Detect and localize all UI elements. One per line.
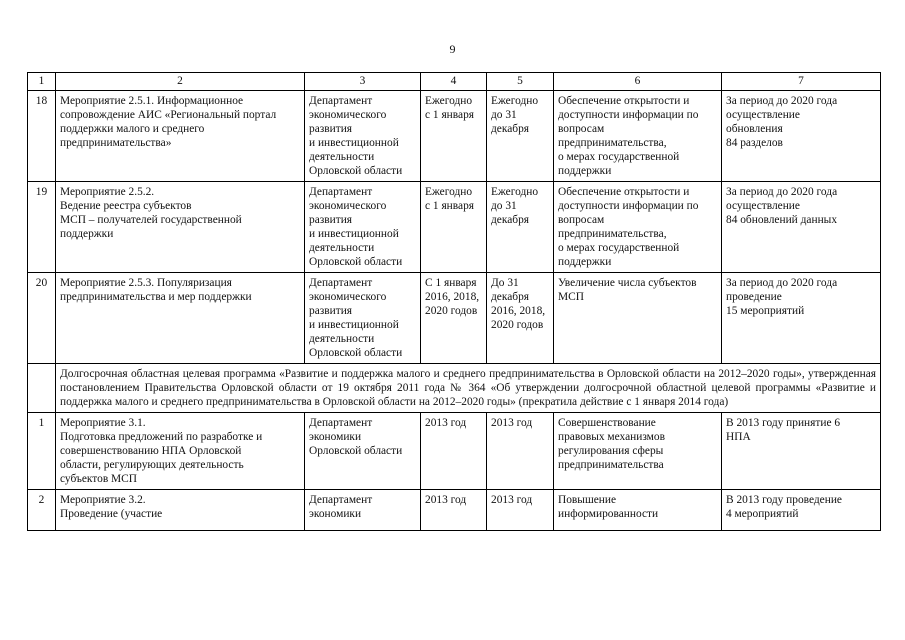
event-cell	[56, 182, 305, 273]
table-row	[28, 490, 881, 531]
event-cell	[56, 273, 305, 364]
result-line: МСП	[558, 291, 584, 303]
end-line: Ежегодно	[491, 186, 539, 198]
executor-line: и инвестиционной	[309, 319, 399, 331]
start-cell	[421, 273, 487, 364]
executor-line: развития	[309, 305, 353, 317]
result-line: поддержки	[558, 256, 612, 268]
result-line: о мерах государственной	[558, 242, 680, 254]
page-number: 9	[449, 42, 456, 56]
result-line: о мерах государственной	[558, 151, 680, 163]
program-title: Долгосрочная областная целевая программа «Развитие и поддержка малого и среднего предпринимательства в Орловской области на 2012–2020 годы», утвержденная постановлением Правительства Орловской области от 19 октября 2011 года № 364 «Об утверждении долгосрочной областной целевой программы «Развитие и поддержка малого и среднего предпринимательства в Орловской области на 2012–2020 годы» (прекратила действие с 1 января 2014 года)	[56, 364, 881, 413]
start-line: С 1 января	[425, 277, 477, 289]
table-row	[28, 273, 881, 364]
event-cell	[56, 413, 305, 490]
event-line: совершенствованию НПА Орловской	[60, 445, 242, 457]
event-line: Ведение реестра субъектов	[60, 200, 192, 212]
event-line: Мероприятие 2.5.3. Популяризация	[60, 277, 232, 289]
result-line: предпринимательства	[558, 459, 664, 471]
end-line: До 31	[491, 277, 519, 289]
event-line: сопровождение АИС «Региональный портал	[60, 109, 277, 121]
result-line: поддержки	[558, 165, 612, 177]
row-number: 19	[28, 182, 56, 273]
start-line: с 1 января	[425, 109, 474, 121]
executor-line: экономического	[309, 291, 387, 303]
row-number: 2	[28, 490, 56, 531]
result-line: доступности информации по	[558, 109, 699, 121]
indicator-line: НПА	[726, 431, 751, 443]
indicator-line: осуществление	[726, 200, 800, 212]
table-header	[28, 73, 881, 91]
start-line: 2020 годов	[425, 305, 478, 317]
start-line: Ежегодно	[425, 186, 473, 198]
executor-line: Орловской области	[309, 256, 403, 268]
result-line: правовых механизмов	[558, 431, 665, 443]
executor-cell	[305, 273, 421, 364]
event-line: Мероприятие 2.5.1. Информационное	[60, 95, 244, 107]
end-line: до 31	[491, 200, 517, 212]
result-line: Повышение	[558, 494, 617, 506]
header-col-4: 4	[421, 73, 487, 91]
indicator-line: 15 мероприятий	[726, 305, 805, 317]
executor-line: и инвестиционной	[309, 137, 399, 149]
end-line: до 31	[491, 109, 517, 121]
end-line: декабря	[491, 214, 529, 226]
indicator-line: обновления	[726, 123, 783, 135]
executor-line: Орловской области	[309, 445, 403, 457]
end-line: Ежегодно	[491, 95, 539, 107]
result-line: вопросам	[558, 214, 605, 226]
executor-line: Департамент	[309, 494, 373, 506]
row-number: 20	[28, 273, 56, 364]
events-table	[27, 72, 881, 531]
event-cell	[56, 490, 305, 531]
start-cell	[421, 91, 487, 182]
event-cell	[56, 91, 305, 182]
indicator-line: За период до 2020 года	[726, 186, 838, 198]
event-line: предпринимательства и мер поддержки	[60, 291, 252, 303]
executor-line: Департамент	[309, 95, 373, 107]
end-cell	[487, 273, 554, 364]
executor-line: деятельности	[309, 151, 375, 163]
end-line: 2016, 2018,	[491, 305, 546, 317]
result-cell	[554, 490, 722, 531]
executor-line: Орловской области	[309, 165, 403, 177]
result-line: предпринимательства,	[558, 228, 667, 240]
event-line: Мероприятие 3.1.	[60, 417, 146, 429]
event-line: Проведение (участие	[60, 508, 163, 520]
executor-cell	[305, 490, 421, 531]
indicator-cell	[722, 413, 881, 490]
indicator-line: 84 обновлений данных	[726, 214, 838, 226]
indicator-line: В 2013 году принятие 6	[726, 417, 841, 429]
result-line: Совершенствование	[558, 417, 656, 429]
header-col-1: 1	[28, 73, 56, 91]
row-number: 18	[28, 91, 56, 182]
start-cell	[421, 490, 487, 531]
executor-line: деятельности	[309, 333, 375, 345]
executor-cell	[305, 413, 421, 490]
row-number: 1	[28, 413, 56, 490]
table-row	[28, 91, 881, 182]
event-line: МСП – получателей государственной	[60, 214, 242, 226]
event-line: Мероприятие 2.5.2.	[60, 186, 155, 198]
header-col-6: 6	[554, 73, 722, 91]
result-line: регулирования сферы	[558, 445, 664, 457]
end-cell	[487, 91, 554, 182]
header-col-7: 7	[722, 73, 881, 91]
end-line: 2013 год	[491, 494, 533, 506]
result-line: Обеспечение открытости и	[558, 95, 690, 107]
start-cell	[421, 182, 487, 273]
indicator-cell	[722, 182, 881, 273]
executor-line: экономического	[309, 200, 387, 212]
indicator-line: 84 разделов	[726, 137, 783, 149]
result-cell	[554, 182, 722, 273]
executor-line: развития	[309, 214, 353, 226]
event-line: поддержки	[60, 228, 114, 240]
indicator-cell	[722, 490, 881, 531]
result-cell	[554, 91, 722, 182]
header-col-5: 5	[487, 73, 554, 91]
end-cell	[487, 182, 554, 273]
end-cell	[487, 413, 554, 490]
event-line: Мероприятие 3.2.	[60, 494, 146, 506]
executor-line: деятельности	[309, 242, 375, 254]
executor-line: экономики	[309, 508, 362, 520]
result-line: информированности	[558, 508, 659, 520]
result-cell	[554, 273, 722, 364]
program-row-number	[28, 364, 56, 413]
indicator-cell	[722, 91, 881, 182]
indicator-line: В 2013 году проведение	[726, 494, 842, 506]
executor-line: и инвестиционной	[309, 228, 399, 240]
header-row	[28, 73, 881, 91]
executor-cell	[305, 182, 421, 273]
event-line: области, регулирующих деятельность	[60, 459, 244, 471]
event-line: предпринимательства»	[60, 137, 172, 149]
end-line: 2013 год	[491, 417, 533, 429]
start-cell	[421, 413, 487, 490]
indicator-line: проведение	[726, 291, 782, 303]
end-line: 2020 годов	[491, 319, 544, 331]
table-body	[28, 91, 881, 531]
end-line: декабря	[491, 123, 529, 135]
result-line: Увеличение числа субъектов	[558, 277, 697, 289]
executor-line: Департамент	[309, 186, 373, 198]
executor-line: экономического	[309, 109, 387, 121]
result-line: Обеспечение открытости и	[558, 186, 690, 198]
end-cell	[487, 490, 554, 531]
table-row	[28, 182, 881, 273]
event-line: субъектов МСП	[60, 473, 137, 485]
header-col-3: 3	[305, 73, 421, 91]
start-line: 2016, 2018,	[425, 291, 480, 303]
program-row	[28, 364, 881, 413]
executor-line: экономики	[309, 431, 362, 443]
start-line: Ежегодно	[425, 95, 473, 107]
event-line: поддержки малого и среднего	[60, 123, 205, 135]
result-cell	[554, 413, 722, 490]
page-bottom-margin	[0, 590, 905, 640]
start-line: 2013 год	[425, 417, 467, 429]
executor-line: развития	[309, 123, 353, 135]
indicator-line: За период до 2020 года	[726, 95, 838, 107]
indicator-line: осуществление	[726, 109, 800, 121]
start-line: 2013 год	[425, 494, 467, 506]
executor-line: Департамент	[309, 277, 373, 289]
header-col-2: 2	[56, 73, 305, 91]
indicator-line: 4 мероприятий	[726, 508, 799, 520]
indicator-line: За период до 2020 года	[726, 277, 838, 289]
result-line: вопросам	[558, 123, 605, 135]
result-line: предпринимательства,	[558, 137, 667, 149]
start-line: с 1 января	[425, 200, 474, 212]
executor-line: Департамент	[309, 417, 373, 429]
table-row	[28, 413, 881, 490]
indicator-cell	[722, 273, 881, 364]
result-line: доступности информации по	[558, 200, 699, 212]
event-line: Подготовка предложений по разработке и	[60, 431, 263, 443]
executor-line: Орловской области	[309, 347, 403, 359]
executor-cell	[305, 91, 421, 182]
end-line: декабря	[491, 291, 529, 303]
